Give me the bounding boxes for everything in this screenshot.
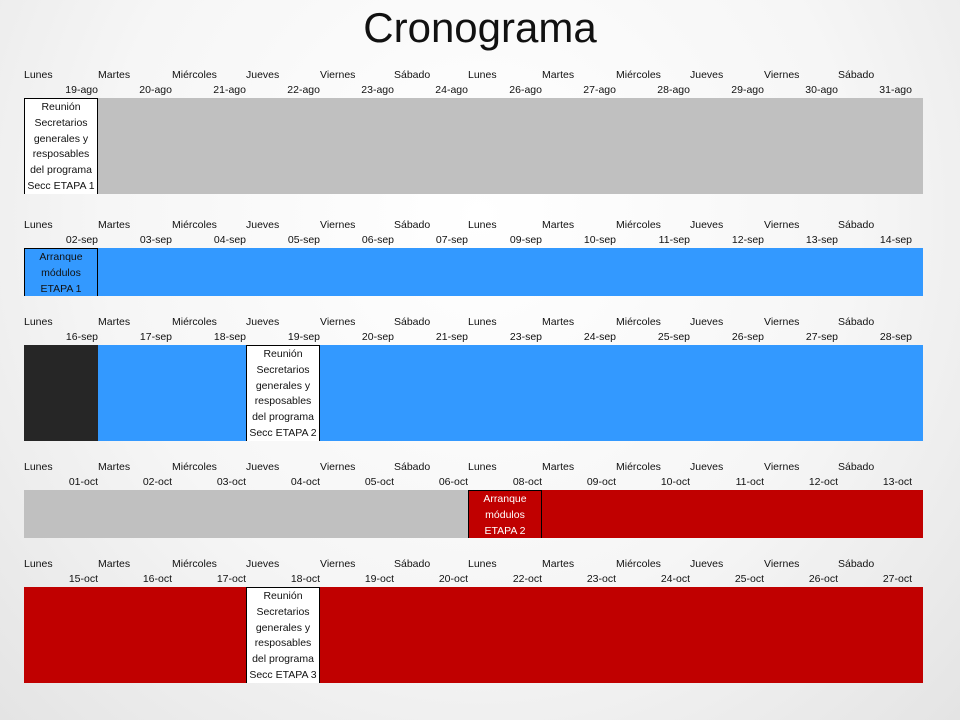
date-label: 24-ago (435, 84, 468, 96)
day-name: Sábado (394, 219, 431, 231)
date-label: 28-sep (879, 331, 912, 343)
page-title: Cronograma (363, 4, 597, 51)
date-label: 04-oct (290, 476, 320, 488)
schedule-band (24, 98, 923, 194)
day-name: Martes (542, 69, 575, 81)
day-name: Martes (542, 461, 575, 473)
day-name: Jueves (246, 69, 280, 81)
day-names-row (24, 557, 923, 572)
date-label: 21-ago (213, 84, 246, 96)
day-names-row (24, 460, 923, 475)
date-label: 23-ago (361, 84, 394, 96)
day-name: Sábado (838, 316, 875, 328)
day-name: Martes (98, 219, 131, 231)
date-label: 20-ago (139, 84, 172, 96)
date-label: 12-sep (731, 234, 764, 246)
day-name: Viernes (764, 558, 800, 570)
day-name: Lunes (468, 558, 497, 570)
day-name: Lunes (24, 558, 53, 570)
date-label: 20-oct (438, 573, 468, 585)
day-name: Martes (98, 558, 131, 570)
date-label: 29-ago (731, 84, 764, 96)
day-name: Sábado (394, 316, 431, 328)
date-label: 02-oct (142, 476, 172, 488)
date-label: 02-sep (65, 234, 98, 246)
day-name: Miércoles (172, 69, 217, 81)
date-label: 30-ago (805, 84, 838, 96)
date-label: 03-oct (216, 476, 246, 488)
date-label: 24-sep (583, 331, 616, 343)
date-label: 07-sep (435, 234, 468, 246)
schedule-fill-red (542, 490, 923, 538)
date-label: 11-sep (658, 234, 690, 246)
day-name: Viernes (320, 461, 356, 473)
date-label: 08-oct (512, 476, 542, 488)
day-name: Jueves (246, 558, 280, 570)
date-label: 09-sep (509, 234, 542, 246)
date-label: 31-ago (879, 84, 912, 96)
date-label: 17-oct (216, 573, 246, 585)
schedule-fill-blue (98, 345, 246, 441)
date-label: 28-ago (657, 84, 690, 96)
day-name: Jueves (690, 558, 724, 570)
date-label: 05-sep (287, 234, 320, 246)
day-name: Jueves (690, 316, 724, 328)
day-name: Miércoles (172, 219, 217, 231)
date-label: 16-oct (142, 573, 172, 585)
date-label: 22-ago (287, 84, 320, 96)
day-name: Lunes (24, 316, 53, 328)
week-block (24, 218, 923, 296)
event-cell (24, 98, 98, 194)
date-label: 15-oct (68, 573, 98, 585)
day-name: Lunes (468, 69, 497, 81)
event-cell (246, 345, 320, 441)
date-label: 18-oct (290, 573, 320, 585)
date-label: 21-sep (435, 331, 468, 343)
date-label: 22-oct (512, 573, 542, 585)
day-name: Miércoles (172, 316, 217, 328)
day-name: Sábado (838, 69, 875, 81)
date-label: 03-sep (139, 234, 172, 246)
date-label: 04-sep (213, 234, 246, 246)
day-name: Miércoles (616, 461, 661, 473)
event-text: Reunión Secretarios generales y resposables del programa Secc ETAPA 3 (249, 590, 317, 681)
event-text: Reunión Secretarios generales y resposables del programa Secc ETAPA 1 (27, 101, 95, 192)
date-label: 16-sep (65, 331, 98, 343)
date-label: 27-sep (805, 331, 838, 343)
schedule-fill-red (320, 587, 923, 683)
date-label: 06-sep (361, 234, 394, 246)
date-label: 01-oct (68, 476, 98, 488)
day-name: Jueves (246, 219, 280, 231)
date-label: 23-sep (509, 331, 542, 343)
schedule-fill-red (24, 587, 246, 683)
date-label: 19-oct (364, 573, 394, 585)
date-label: 23-oct (586, 573, 616, 585)
schedule-fill-blue (98, 248, 923, 296)
schedule-band (24, 345, 923, 441)
week-block (24, 557, 923, 683)
day-name: Martes (98, 316, 131, 328)
day-name: Lunes (24, 69, 53, 81)
day-name: Miércoles (616, 316, 661, 328)
day-names-row (24, 218, 923, 233)
day-name: Viernes (320, 69, 356, 81)
date-label: 12-oct (808, 476, 838, 488)
day-name: Miércoles (616, 558, 661, 570)
day-name: Viernes (764, 219, 800, 231)
day-name: Viernes (764, 461, 800, 473)
date-label: 20-sep (361, 331, 394, 343)
event-cell (246, 587, 320, 683)
date-label: 10-oct (660, 476, 690, 488)
dates-row (24, 233, 923, 248)
day-name: Viernes (764, 69, 800, 81)
day-name: Martes (98, 69, 131, 81)
schedule-band (24, 587, 923, 683)
schedule-fill-gray (98, 98, 923, 194)
week-block (24, 460, 923, 538)
event-text: Reunión Secretarios generales y resposables del programa Secc ETAPA 2 (249, 348, 317, 439)
schedule-fill-blue (320, 345, 923, 441)
date-label: 26-sep (731, 331, 764, 343)
date-label: 25-oct (734, 573, 764, 585)
day-name: Martes (542, 219, 575, 231)
date-label: 13-sep (805, 234, 838, 246)
date-label: 05-oct (364, 476, 394, 488)
day-name: Miércoles (616, 219, 661, 231)
day-name: Viernes (320, 316, 356, 328)
schedule-band (24, 490, 923, 538)
date-label: 17-sep (139, 331, 172, 343)
day-name: Jueves (690, 219, 724, 231)
schedule-fill-black (24, 345, 98, 441)
day-name: Viernes (320, 219, 356, 231)
day-name: Jueves (246, 316, 280, 328)
day-name: Sábado (394, 461, 431, 473)
week-block (24, 315, 923, 441)
day-name: Martes (542, 316, 575, 328)
day-names-row (24, 315, 923, 330)
dates-row (24, 475, 923, 490)
event-text: Arranque módulos ETAPA 2 (483, 493, 527, 537)
day-name: Sábado (838, 558, 875, 570)
dates-row (24, 83, 923, 98)
date-label: 10-sep (583, 234, 616, 246)
schedule-band (24, 248, 923, 296)
date-label: 11-oct (735, 476, 764, 488)
date-label: 09-oct (586, 476, 616, 488)
dates-row (24, 330, 923, 345)
day-name: Sábado (838, 219, 875, 231)
week-block (24, 68, 923, 194)
date-label: 14-sep (879, 234, 912, 246)
day-name: Lunes (468, 316, 497, 328)
day-names-row (24, 68, 923, 83)
day-name: Martes (98, 461, 131, 473)
date-label: 24-oct (660, 573, 690, 585)
day-name: Jueves (246, 461, 280, 473)
day-name: Viernes (764, 316, 800, 328)
dates-row (24, 572, 923, 587)
day-name: Miércoles (616, 69, 661, 81)
day-name: Sábado (394, 558, 431, 570)
day-name: Lunes (24, 461, 53, 473)
event-text: Arranque módulos ETAPA 1 (39, 251, 83, 295)
date-label: 26-oct (808, 573, 838, 585)
event-cell (468, 490, 542, 538)
date-label: 27-ago (583, 84, 616, 96)
day-name: Viernes (320, 558, 356, 570)
schedule-fill-gray (24, 490, 468, 538)
date-label: 19-ago (65, 84, 98, 96)
day-name: Jueves (690, 461, 724, 473)
date-label: 19-sep (287, 331, 320, 343)
day-name: Sábado (838, 461, 875, 473)
date-label: 27-oct (882, 573, 912, 585)
date-label: 18-sep (213, 331, 246, 343)
date-label: 26-ago (509, 84, 542, 96)
day-name: Miércoles (172, 461, 217, 473)
day-name: Lunes (468, 219, 497, 231)
day-name: Martes (542, 558, 575, 570)
event-cell (24, 248, 98, 296)
day-name: Lunes (24, 219, 53, 231)
date-label: 25-sep (657, 331, 690, 343)
day-name: Lunes (468, 461, 497, 473)
day-name: Jueves (690, 69, 724, 81)
day-name: Miércoles (172, 558, 217, 570)
date-label: 06-oct (438, 476, 468, 488)
date-label: 13-oct (882, 476, 912, 488)
day-name: Sábado (394, 69, 431, 81)
